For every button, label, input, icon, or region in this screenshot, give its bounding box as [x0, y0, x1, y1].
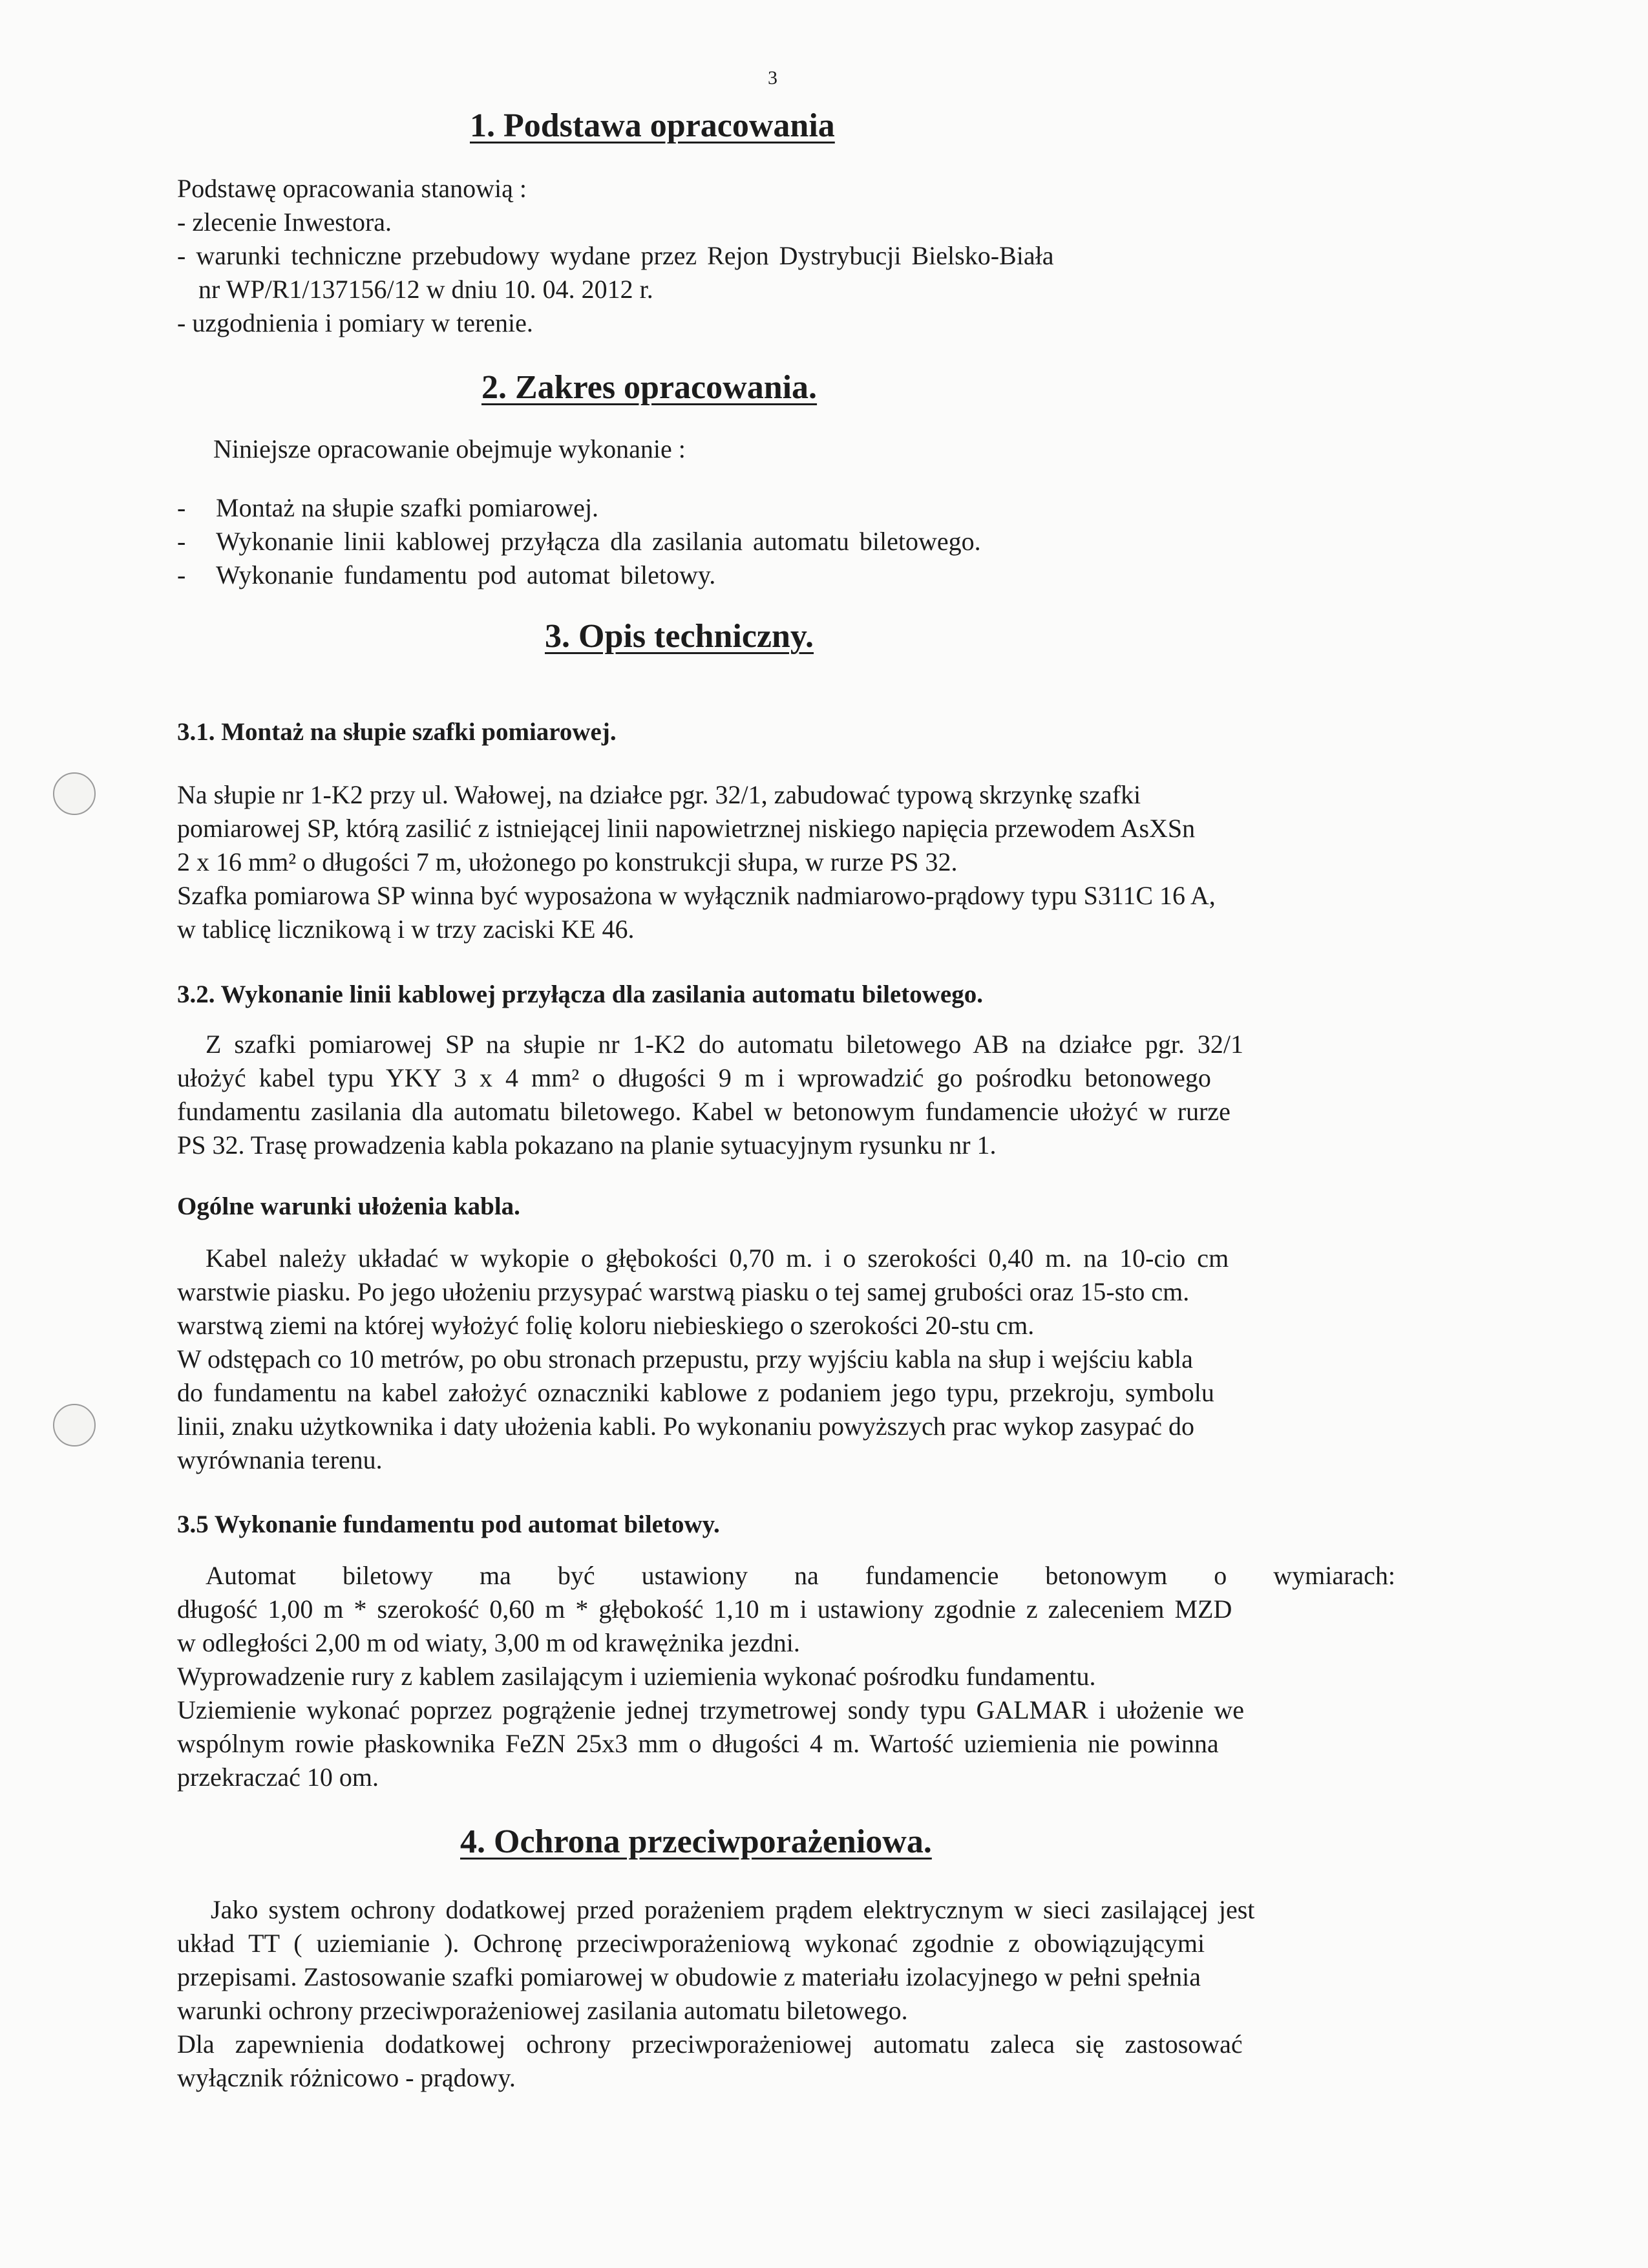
s2-bullet: -	[177, 560, 186, 589]
s4-line: przepisami. Zastosowanie szafki pomiarowej w obudowie z materiału izolacyjnego w pełni spełnia	[177, 1962, 1201, 1991]
ogolne-line: W odstępach co 10 metrów, po obu stronach przepustu, przy wyjściu kabla na słup i wejściu kabla	[177, 1344, 1193, 1373]
page-number: 3	[768, 67, 777, 89]
s4-line: wyłącznik różnicowo - prądowy.	[177, 2063, 516, 2092]
s32-line: ułożyć kabel typu YKY 3 x 4 mm² o długości 9 m i wprowadzić go pośrodku betonowego	[177, 1063, 1211, 1092]
s2-item: Wykonanie fundamentu pod automat biletowy.	[216, 560, 716, 589]
s4-line: warunki ochrony przeciwporażeniowej zasilania automatu biletowego.	[177, 1996, 908, 2025]
section-2-title: 2. Zakres opracowania.	[481, 369, 818, 406]
s1-item: nr WP/R1/137156/12 w dniu 10. 04. 2012 r.	[198, 275, 653, 304]
s1-intro: Podstawę opracowania stanowią :	[177, 174, 527, 203]
s35-line: długość 1,00 m * szerokość 0,60 m * głębokość 1,10 m i ustawiony zgodnie z zaleceniem MZD	[177, 1595, 1232, 1624]
section-1-title: 1. Podstawa opracowania	[470, 107, 835, 144]
s1-item: - warunki techniczne przebudowy wydane przez Rejon Dystrybucji Bielsko-Biała	[177, 241, 1054, 270]
s2-item: Montaż na słupie szafki pomiarowej.	[216, 493, 599, 522]
s2-bullet: -	[177, 493, 186, 522]
s32-line: PS 32. Trasę prowadzenia kabla pokazano na planie sytuacyjnym rysunku nr 1.	[177, 1130, 997, 1160]
s1-item: - zlecenie Inwestora.	[177, 207, 392, 237]
ogolne-warunki-heading: Ogólne warunki ułożenia kabla.	[177, 1192, 520, 1220]
s4-line: układ TT ( uziemianie ). Ochronę przeciwporażeniową wykonać zgodnie z obowiązującymi	[177, 1929, 1205, 1958]
s31-line: Na słupie nr 1-K2 przy ul. Wałowej, na działce pgr. 32/1, zabudować typową skrzynkę szafki	[177, 780, 1141, 809]
punch-hole-bottom	[53, 1404, 96, 1447]
s2-intro: Niniejsze opracowanie obejmuje wykonanie :	[213, 434, 686, 463]
subsection-3-2-heading: 3.2. Wykonanie linii kablowej przyłącza dla zasilania automatu biletowego.	[177, 980, 983, 1008]
s31-line: w tablicę licznikową i w trzy zaciski KE 46.	[177, 915, 635, 944]
s31-line: pomiarowej SP, którą zasilić z istniejącej linii napowietrznej niskiego napięcia przewodem AsXSn	[177, 814, 1196, 843]
ogolne-line: do fundamentu na kabel założyć oznaczniki kablowe z podaniem jego typu, przekroju, symbolu	[177, 1378, 1214, 1407]
section-4-title: 4. Ochrona przeciwporażeniowa.	[460, 1823, 932, 1860]
ogolne-line: warstwą ziemi na której wyłożyć folię koloru niebieskiego o szerokości 20-stu cm.	[177, 1311, 1035, 1340]
s32-line: fundamentu zasilania dla automatu biletowego. Kabel w betonowym fundamencie ułożyć w rurze	[177, 1097, 1231, 1126]
s31-line: 2 x 16 mm² o długości 7 m, ułożonego po konstrukcji słupa, w rurze PS 32.	[177, 847, 958, 876]
s35-line: Wyprowadzenie rury z kablem zasilającym i uziemienia wykonać pośrodku fundamentu.	[177, 1662, 1096, 1691]
s35-line: Automat biletowy ma być ustawiony na fundamencie betonowym o wymiarach:	[206, 1561, 1396, 1590]
s1-item: - uzgodnienia i pomiary w terenie.	[177, 308, 533, 337]
s35-line: wspólnym rowie płaskownika FeZN 25x3 mm o długości 4 m. Wartość uziemienia nie powinna	[177, 1729, 1219, 1758]
subsection-3-1-heading: 3.1. Montaż na słupie szafki pomiarowej.	[177, 718, 617, 746]
section-3-title: 3. Opis techniczny.	[545, 618, 814, 655]
s31-line: Szafka pomiarowa SP winna być wyposażona w wyłącznik nadmiarowo-prądowy typu S311C 16 A,	[177, 881, 1216, 910]
subsection-3-5-heading: 3.5 Wykonanie fundamentu pod automat biletowy.	[177, 1510, 720, 1538]
s35-line: Uziemienie wykonać poprzez pogrążenie jednej trzymetrowej sondy typu GALMAR i ułożenie we	[177, 1695, 1245, 1724]
s2-bullet: -	[177, 527, 186, 556]
ogolne-line: linii, znaku użytkownika i daty ułożenia kabli. Po wykonaniu powyższych prac wykop zasypać do	[177, 1412, 1195, 1441]
s4-line: Jako system ochrony dodatkowej przed porażeniem prądem elektrycznym w sieci zasilającej jest	[211, 1895, 1255, 1924]
punch-hole-top	[53, 772, 96, 815]
s32-line: Z szafki pomiarowej SP na słupie nr 1-K2 do automatu biletowego AB na działce pgr. 32/1	[206, 1030, 1243, 1059]
s4-line: Dla zapewnienia dodatkowej ochrony przeciwporażeniowej automatu zaleca się zastosować	[177, 2030, 1243, 2059]
s35-line: w odległości 2,00 m od wiaty, 3,00 m od krawężnika jezdni.	[177, 1628, 800, 1657]
ogolne-line: Kabel należy układać w wykopie o głębokości 0,70 m. i o szerokości 0,40 m. na 10-cio cm	[206, 1244, 1229, 1273]
ogolne-line: wyrównania terenu.	[177, 1445, 383, 1474]
ogolne-line: warstwie piasku. Po jego ułożeniu przysypać warstwą piasku o tej samej grubości oraz 15-sto cm.	[177, 1277, 1190, 1306]
s2-item: Wykonanie linii kablowej przyłącza dla zasilania automatu biletowego.	[216, 527, 981, 556]
s35-line: przekraczać 10 om.	[177, 1763, 379, 1792]
